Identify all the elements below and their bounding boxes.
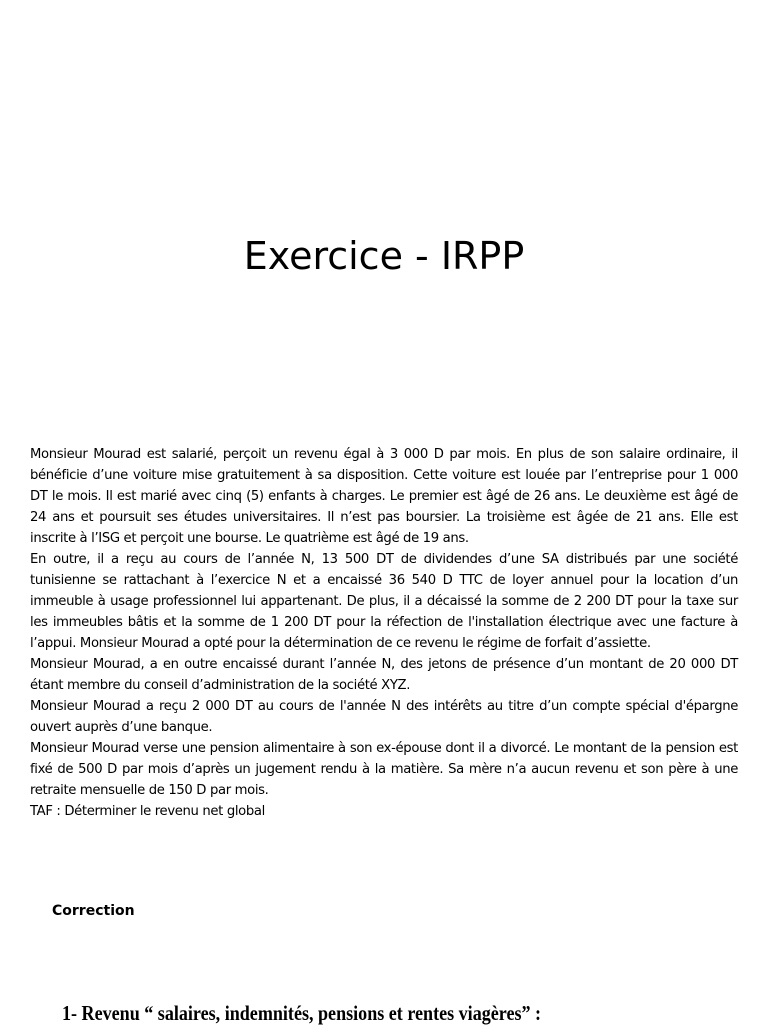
exercise-paragraph: Monsieur Mourad verse une pension alimentaire à son ex-épouse dont il a divorcé. Le montant de la pension est fixé de 500 D par mois d’après un jugement rendu à la matière. Sa mère n’a aucun revenu et son père à une retraite mensuelle de 150 D par mois. <box>30 741 738 798</box>
exercise-paragraph: Monsieur Mourad est salarié, perçoit un revenu égal à 3 000 D par mois. En plus de son salaire ordinaire, il bénéficie d’une voiture mise gratuitement à sa disposition. Cette voiture est louée par l’entreprise pour 1 000 DT le mois. Il est marié avec cinq (5) enfants à charges. Le premier est âgé de 26 ans. Le deuxième est âgé de 24 ans et poursuit ses études universitaires. Il n’est pas boursier. La troisième est âgée de 21 ans. Elle est inscrite à l’ISG et perçoit une bourse. Le quatrième est âgé de 19 ans. <box>30 447 738 546</box>
task-statement: TAF : Déterminer le revenu net global <box>30 804 265 819</box>
exercise-paragraph: Monsieur Mourad a reçu 2 000 DT au cours de l'année N des intérêts au titre d’un compte spécial d'épargne ouvert auprès d’une banque. <box>30 699 738 735</box>
exercise-statement <box>30 444 738 822</box>
correction-label: Correction <box>52 903 135 919</box>
exercise-paragraph: Monsieur Mourad, a en outre encaissé durant l’année N, des jetons de présence d’un montant de 20 000 DT étant membre du conseil d’administration de la société XYZ. <box>30 657 738 693</box>
exercise-paragraph: En outre, il a reçu au cours de l’année N, 13 500 DT de dividendes d’une SA distribués par une société tunisienne se rattachant à l’exercice N et a encaissé 36 540 D TTC de loyer annuel pour la location d’un immeuble à usage professionnel lui appartenant. De plus, il a décaissé la somme de 2 200 DT pour la taxe sur les immeubles bâtis et la somme de 1 200 DT pour la réfection de l'installation électrique avec une facture à l’appui. Monsieur Mourad a opté pour la détermination de ce revenu le régime de forfait d’assiette. <box>30 552 738 651</box>
page-title: Exercice - IRPP <box>243 234 525 278</box>
section-heading: 1- Revenu “ salaires, indemnités, pensions et rentes viagères” : <box>62 1001 542 1025</box>
